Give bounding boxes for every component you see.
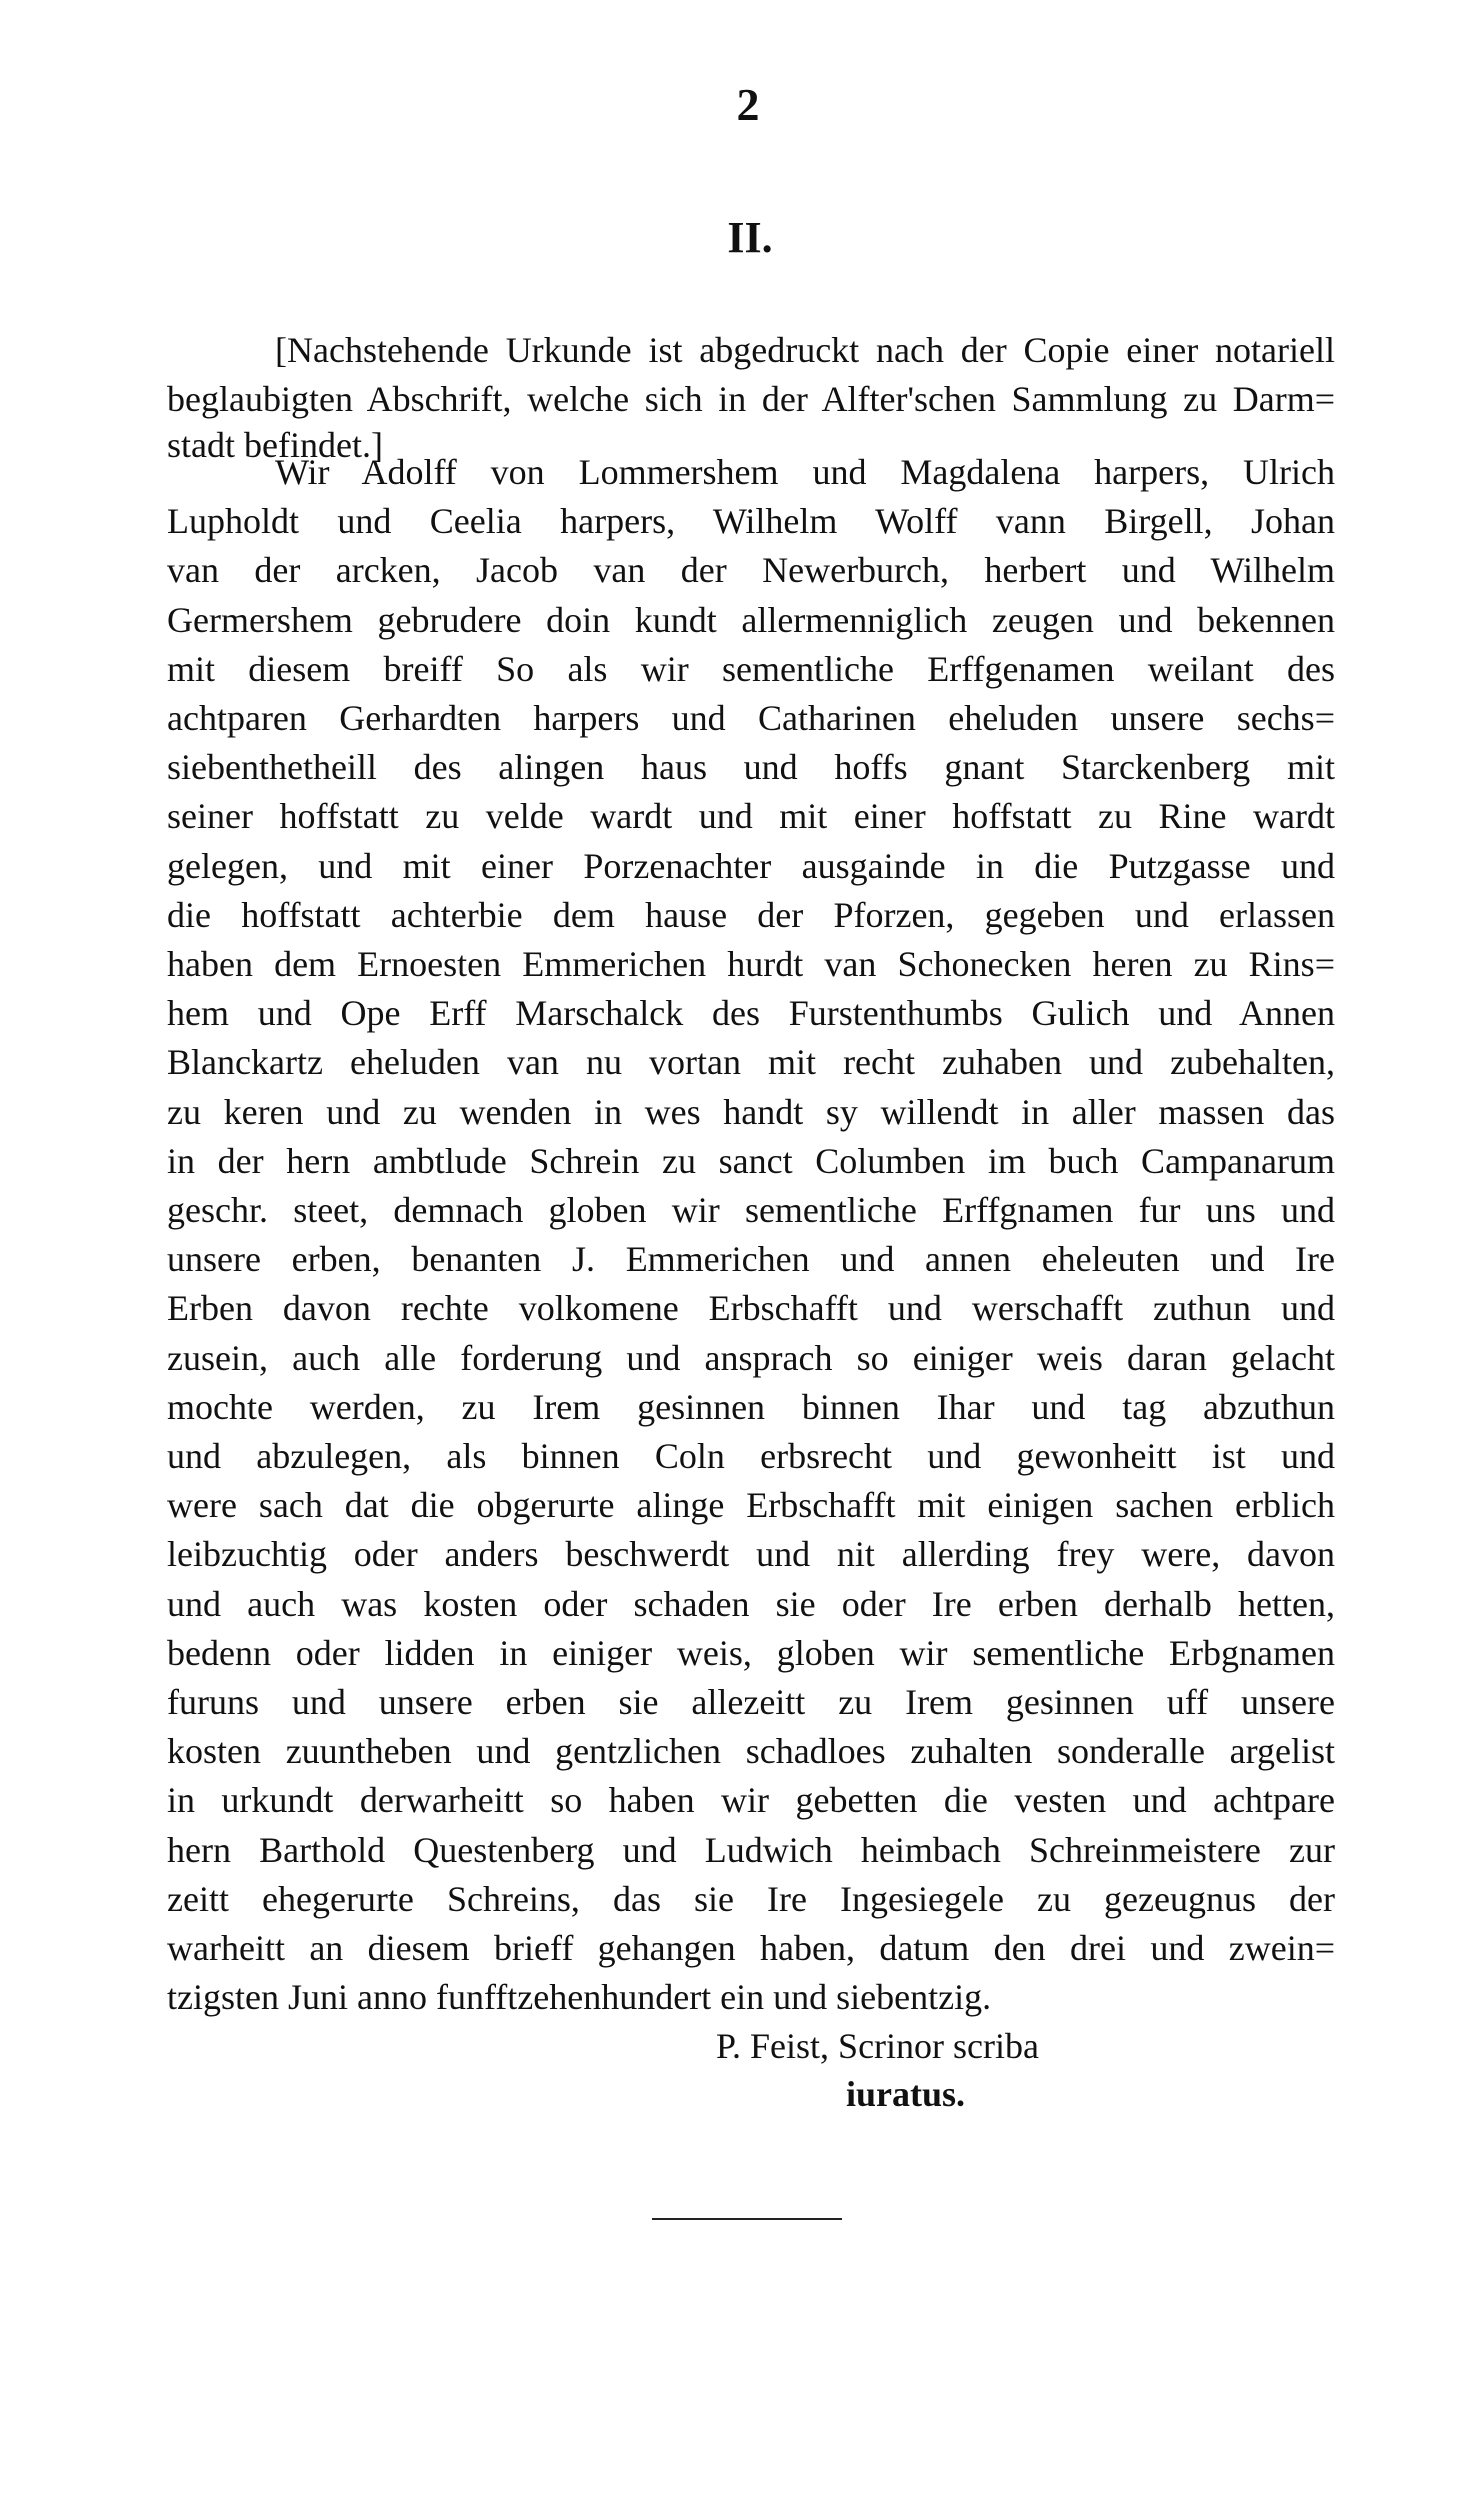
- body-line: furuns und unsere erben sie allezeitt zu Irem gesinnen uff unsere: [167, 1682, 1335, 1722]
- signature-title: iuratus.: [846, 2074, 966, 2114]
- body-line: warheitt an diesem brieff gehangen haben, datum den drei und zwein=: [167, 1928, 1335, 1968]
- body-line: zeitt ehegerurte Schreins, das sie Ire Ingesiegele zu gezeugnus der: [167, 1878, 1335, 1919]
- body-line: die hoffstatt achterbie dem hause der Pforzen, gegeben und erlassen: [167, 894, 1335, 935]
- body-line: Blanckartz eheluden van nu vortan mit recht zuhaben und zubehalten,: [167, 1042, 1335, 1083]
- body-line: Wir Adolff von Lommershem und Magdalena harpers, Ulrich: [275, 452, 1335, 492]
- body-line: hern Barthold Questenberg und Ludwich heimbach Schreinmeistere zur: [167, 1829, 1335, 1870]
- body-line: tzigsten Juni anno funfftzehenhundert ein und siebentzig.: [167, 1977, 992, 2018]
- body-line: gelegen, und mit einer Porzenachter ausgainde in die Putzgasse und: [167, 845, 1335, 886]
- body-line: mochte werden, zu Irem gesinnen binnen Ihar und tag abzuthun: [167, 1386, 1335, 1427]
- note-line: beglaubigten Abschrift, welche sich in der Alfter'schen Sammlung zu Darm=: [167, 379, 1335, 419]
- body-line: Erben davon rechte volkomene Erbschafft und werschafft zuthun und: [167, 1288, 1335, 1329]
- body-line: haben dem Ernoesten Emmerichen hurdt van Schonecken heren zu Rins=: [167, 944, 1335, 984]
- body-line: mit diesem breiff So als wir sementliche Erffgenamen weilant des: [167, 648, 1335, 689]
- body-line: achtparen Gerhardten harpers und Catharinen eheluden unsere sechs=: [167, 698, 1335, 738]
- body-line: in urkundt derwarheitt so haben wir gebetten die vesten und achtpare: [167, 1780, 1335, 1821]
- body-line: zusein, auch alle forderung und ansprach so einiger weis daran gelacht: [167, 1337, 1335, 1378]
- body-line: seiner hoffstatt zu velde wardt und mit einer hoffstatt zu Rine wardt: [167, 796, 1335, 837]
- section-heading: II.: [727, 213, 773, 262]
- body-line: were sach dat die obgerurte alinge Erbschafft mit einigen sachen erblich: [167, 1485, 1335, 1526]
- body-line: van der arcken, Jacob van der Newerburch, herbert und Wilhelm: [167, 550, 1335, 591]
- note-line: [Nachstehende Urkunde ist abgedruckt nach der Copie einer notariell: [275, 330, 1335, 370]
- body-line: in der hern ambtlude Schrein zu sanct Columben im buch Campanarum: [167, 1140, 1335, 1181]
- note-line: stadt befindet.]: [167, 425, 383, 465]
- closing-rule: [652, 2218, 842, 2220]
- body-line: und abzulegen, als binnen Coln erbsrecht und gewonheitt ist und: [167, 1436, 1335, 1476]
- body-line: zu keren und zu wenden in wes handt sy willendt in aller massen das: [167, 1091, 1335, 1132]
- body-line: kosten zuuntheben und gentzlichen schadloes zuhalten sonderalle argelist: [167, 1731, 1335, 1772]
- body-line: unsere erben, benanten J. Emmerichen und annen eheleuten und Ire: [167, 1239, 1335, 1280]
- signature-name: P. Feist, Scrinor scriba: [716, 2026, 1039, 2066]
- page-number: 2: [736, 79, 760, 130]
- body-line: und auch was kosten oder schaden sie oder Ire erben derhalb hetten,: [167, 1583, 1335, 1624]
- body-line: Germershem gebrudere doin kundt allermenniglich zeugen und bekennen: [167, 599, 1335, 640]
- body-line: Lupholdt und Ceelia harpers, Wilhelm Wolff vann Birgell, Johan: [167, 501, 1335, 542]
- body-line: siebenthetheill des alingen haus und hoffs gnant Starckenberg mit: [167, 747, 1335, 788]
- body-line: bedenn oder lidden in einiger weis, globen wir sementliche Erbgnamen: [167, 1632, 1335, 1673]
- body-line: leibzuchtig oder anders beschwerdt und nit allerding frey were, davon: [167, 1534, 1335, 1575]
- body-line: hem und Ope Erff Marschalck des Furstenthumbs Gulich und Annen: [167, 993, 1335, 1034]
- body-line: geschr. steet, demnach globen wir sementliche Erffgnamen fur uns und: [167, 1190, 1335, 1230]
